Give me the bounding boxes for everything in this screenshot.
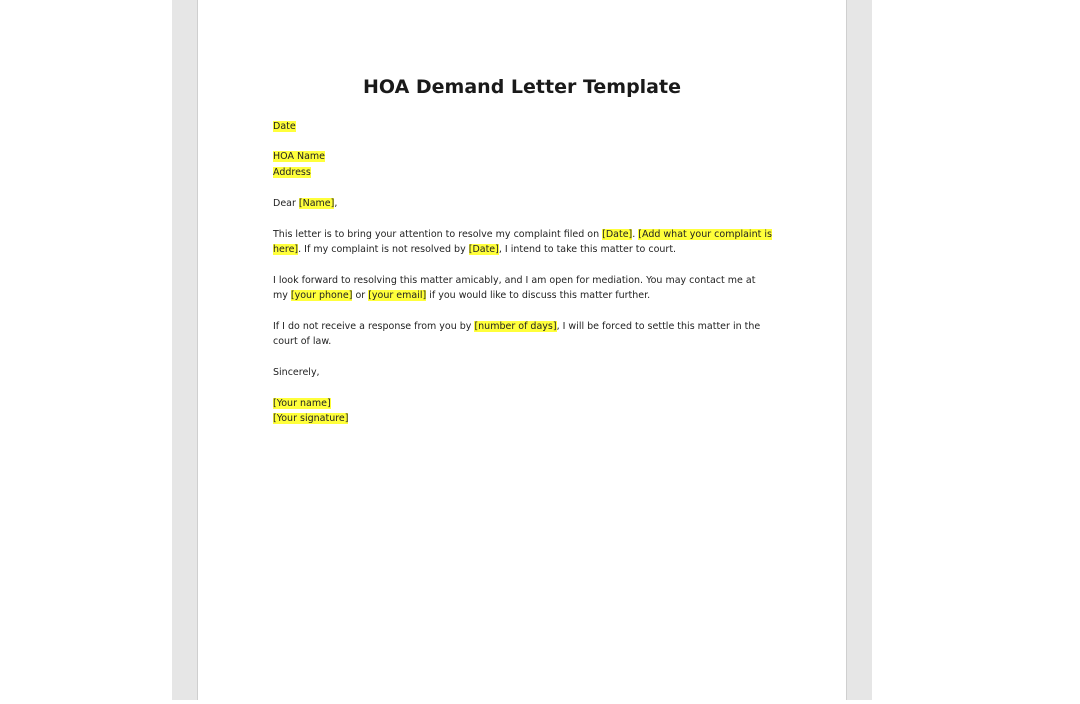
closing: Sincerely, bbox=[273, 367, 320, 378]
salutation bbox=[273, 196, 773, 211]
para3-text-2: , I will be forced to settle this matter in the court of law. bbox=[273, 321, 761, 347]
phone-placeholder: [your phone] bbox=[290, 290, 353, 301]
date-line bbox=[273, 119, 773, 134]
paragraph-complaint bbox=[273, 227, 773, 257]
address-placeholder: Address bbox=[273, 167, 311, 178]
para3-text-1: If I do not receive a response from you by bbox=[273, 321, 475, 332]
your-signature-placeholder: [Your signature] bbox=[273, 413, 349, 424]
para2-text-1: I look forward to resolving this matter amicably, and I am open for mediation. You may contact me at my bbox=[273, 275, 756, 301]
paragraph-deadline bbox=[273, 319, 773, 349]
para1-text-2: . bbox=[632, 229, 639, 240]
email-placeholder: [your email] bbox=[368, 290, 427, 301]
complaint-date-placeholder: [Date] bbox=[602, 229, 633, 240]
document-page[interactable] bbox=[197, 0, 847, 700]
para1-text-1: This letter is to bring your attention to resolve my complaint filed on bbox=[273, 229, 603, 240]
salutation-suffix: , bbox=[334, 198, 338, 209]
deadline-date-placeholder: [Date] bbox=[468, 244, 499, 255]
number-of-days-placeholder: [number of days] bbox=[474, 321, 557, 332]
para1-text-3: . If my complaint is not resolved by bbox=[298, 244, 469, 255]
para1-text-4: , I intend to take this matter to court. bbox=[498, 244, 677, 255]
complaint-description-placeholder: [Add what your complaint is here] bbox=[273, 229, 772, 255]
hoa-name-placeholder: HOA Name bbox=[273, 151, 325, 162]
para2-text-2: or bbox=[352, 290, 369, 301]
your-name-placeholder: [Your name] bbox=[273, 398, 331, 409]
date-placeholder: Date bbox=[273, 121, 296, 132]
salutation-prefix: Dear bbox=[273, 198, 299, 209]
para2-text-3: if you would like to discuss this matter further. bbox=[426, 290, 651, 301]
signature-block bbox=[273, 396, 773, 426]
recipient-block bbox=[273, 149, 773, 180]
document-title: HOA Demand Letter Template bbox=[363, 76, 681, 98]
paragraph-contact bbox=[273, 273, 773, 303]
salutation-name-placeholder: [Name] bbox=[298, 198, 335, 209]
